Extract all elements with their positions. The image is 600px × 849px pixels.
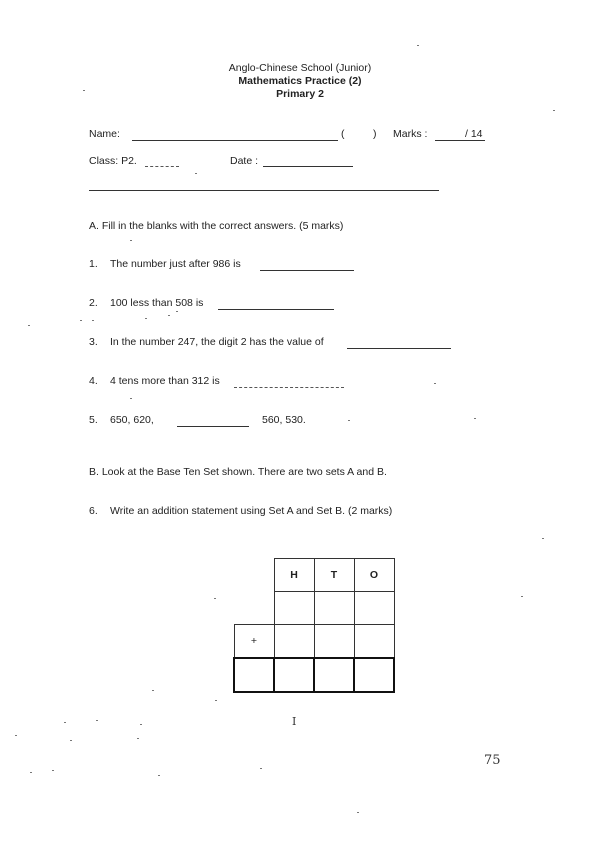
q1-number: 1. [89,258,98,270]
section-b-instruction: B. Look at the Base Ten Set shown. There are two sets A and B. [89,466,387,478]
addend2-ones-cell[interactable] [354,625,394,659]
hundreds-header: H [274,559,314,592]
q5-sequence-end: 560, 530. [262,414,306,426]
q4-number: 4. [89,375,98,387]
index-paren-open: ( [341,128,345,140]
q5-sequence-start: 650, 620, [110,414,154,426]
section-a-instruction: A. Fill in the blanks with the correct answers. (5 marks) [89,220,344,232]
addend1-tens-cell[interactable] [314,592,354,625]
marks-total: / 14 [465,128,483,140]
ones-header: O [354,559,394,592]
q2-answer-field[interactable] [218,309,334,310]
q3-text: In the number 247, the digit 2 has the value of [110,336,324,348]
sum-hundreds-cell[interactable] [274,658,314,692]
index-paren-close: ) [373,128,377,140]
page-number: 75 [484,753,501,768]
sum-ones-cell[interactable] [354,658,394,692]
stray-mark: I [292,715,297,728]
grade-level: Primary 2 [276,88,324,100]
marks-field[interactable] [435,140,485,141]
tens-header: T [314,559,354,592]
marks-label: Marks : [393,128,428,140]
table-spacer [234,592,274,625]
q1-text: The number just after 986 is [110,258,241,270]
place-value-table [233,558,395,693]
q5-answer-field[interactable] [177,426,249,427]
class-field[interactable] [145,166,179,167]
addend2-tens-cell[interactable] [314,625,354,659]
class-label: Class: P2. [89,155,137,167]
sum-blank-cell[interactable] [234,658,274,692]
q2-number: 2. [89,297,98,309]
name-label: Name: [89,128,120,140]
plus-sign: + [234,625,274,659]
q6-text: Write an addition statement using Set A and Set B. (2 marks) [110,505,393,517]
addend1-hundreds-cell[interactable] [274,592,314,625]
table-corner [234,559,274,592]
addend1-ones-cell[interactable] [354,592,394,625]
addend2-hundreds-cell[interactable] [274,625,314,659]
q3-answer-field[interactable] [347,348,451,349]
q5-number: 5. [89,414,98,426]
school-name: Anglo-Chinese School (Junior) [228,62,372,74]
q4-text: 4 tens more than 312 is [110,375,220,387]
q3-number: 3. [89,336,98,348]
header-divider [89,190,439,191]
sum-tens-cell[interactable] [314,658,354,692]
q1-answer-field[interactable] [260,270,354,271]
q4-answer-field[interactable] [234,387,344,388]
q2-text: 100 less than 508 is [110,297,204,309]
worksheet-title: Mathematics Practice (2) [238,75,362,87]
q6-number: 6. [89,505,98,517]
date-field[interactable] [263,166,353,167]
date-label: Date : [230,155,259,167]
name-field[interactable] [132,140,338,141]
